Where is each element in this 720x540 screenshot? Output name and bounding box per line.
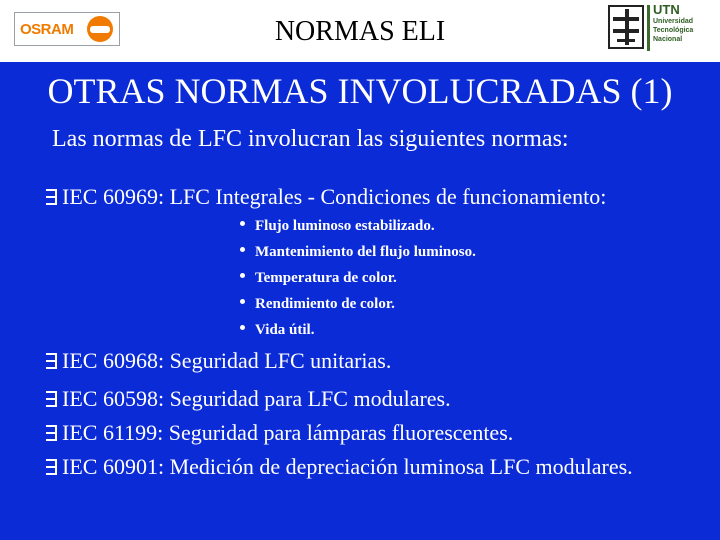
sub-item-label: Temperatura de color. xyxy=(255,270,397,286)
utn-wordmark xyxy=(653,3,693,44)
bullet-dot-icon xyxy=(240,325,245,330)
slide-intro: Las normas de LFC involucran las siguientes normas: xyxy=(52,126,569,152)
sub-item-label: Flujo luminoso estabilizado. xyxy=(255,218,435,234)
list-item xyxy=(240,322,476,348)
norm-item xyxy=(44,420,513,446)
numbered-list-icon xyxy=(44,188,58,206)
bullet-dot-icon xyxy=(240,273,245,278)
bullet-dot-icon xyxy=(240,247,245,252)
utn-emblem-icon xyxy=(608,5,644,49)
slide-title: OTRAS NORMAS INVOLUCRADAS (1) xyxy=(47,71,673,111)
norm-description: LFC Integrales - Condiciones de funcionamiento: xyxy=(164,184,607,209)
list-item xyxy=(240,296,476,322)
bullet-dot-icon xyxy=(240,299,245,304)
numbered-list-icon xyxy=(44,352,58,370)
header-title: NORMAS ELI xyxy=(274,16,446,47)
list-item xyxy=(240,218,476,244)
numbered-list-icon xyxy=(44,458,58,476)
norm-code: IEC 61199: xyxy=(62,420,164,445)
utn-line-2: Tecnológica xyxy=(653,27,694,34)
norm-description: Seguridad para LFC modulares. xyxy=(164,386,451,411)
norm-code: IEC 60969: xyxy=(62,184,165,209)
norm-item xyxy=(44,184,606,210)
utn-logo xyxy=(606,3,710,55)
utn-line-1: Universidad xyxy=(653,18,694,25)
norm-item xyxy=(44,454,633,480)
norm-code: IEC 60968: xyxy=(62,348,165,373)
norm-item xyxy=(44,386,451,412)
sub-item-list xyxy=(240,218,476,348)
norm-description: Seguridad para lámparas fluorescentes. xyxy=(163,420,514,445)
norm-item xyxy=(44,348,391,374)
list-item xyxy=(240,244,476,270)
norm-description: Medición de depreciación luminosa LFC modulares. xyxy=(164,454,633,479)
utn-acronym: UTN xyxy=(653,2,680,17)
sub-item-label: Vida útil. xyxy=(255,322,315,338)
header-bar xyxy=(0,0,720,62)
numbered-list-icon xyxy=(44,424,58,442)
utn-line-3: Nacional xyxy=(653,36,683,43)
utn-divider xyxy=(647,5,650,51)
bullet-dot-icon xyxy=(240,221,245,226)
norm-description: Seguridad LFC unitarias. xyxy=(164,348,392,373)
norm-code: IEC 60598: xyxy=(62,386,165,411)
norm-code: IEC 60901: xyxy=(62,454,165,479)
sub-item-label: Rendimiento de color. xyxy=(255,296,395,312)
numbered-list-icon xyxy=(44,390,58,408)
list-item xyxy=(240,270,476,296)
sub-item-label: Mantenimiento del flujo luminoso. xyxy=(255,244,476,260)
osram-logo-text: OSRAM xyxy=(20,21,74,38)
